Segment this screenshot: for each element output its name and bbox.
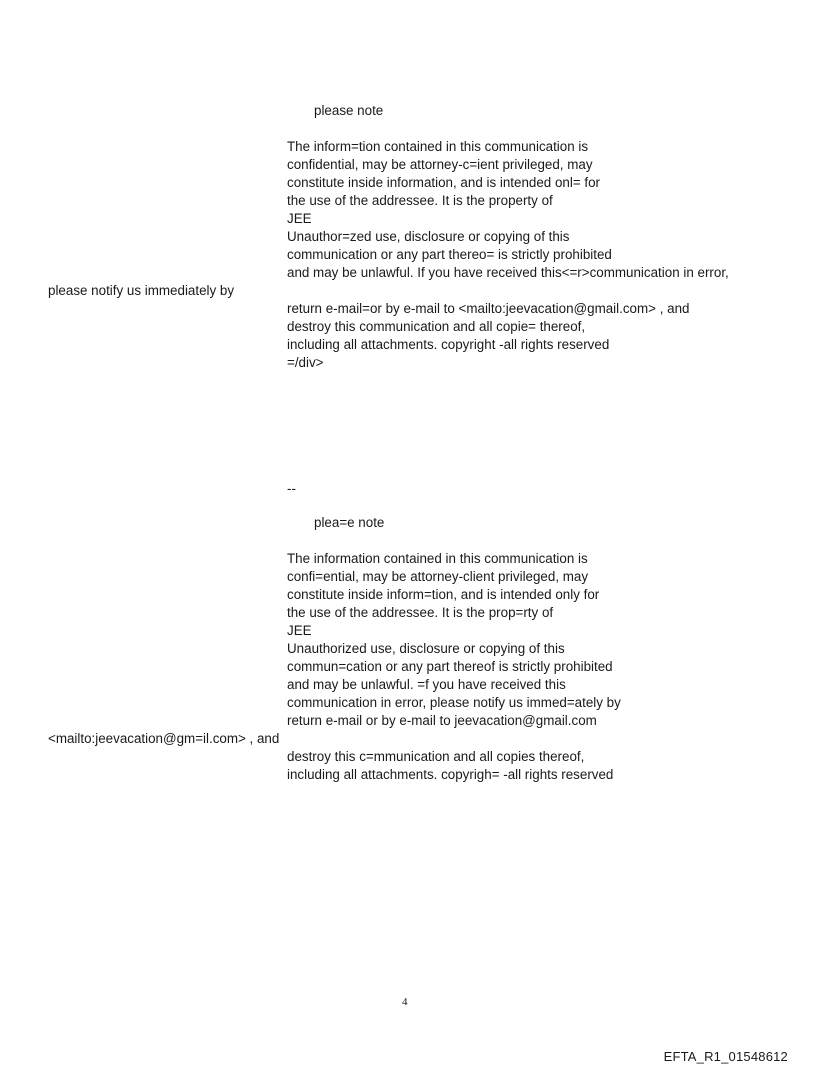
block2-line: constitute inside inform=tion, and is intended only for: [287, 587, 600, 602]
block2-line: the use of the addressee. It is the prop=rty of: [287, 605, 554, 620]
separator: --: [287, 481, 296, 496]
block1-line: Unauthor=zed use, disclosure or copying of this: [287, 229, 570, 244]
page-number: 4: [402, 996, 408, 1008]
block1-line: return e-mail=or by e-mail to <mailto:jeevacation@gmail.com> , and: [287, 301, 690, 316]
block2-line: communication in error, please notify us immed=ately by: [287, 695, 621, 710]
block1-line: and may be unlawful. If you have received this<=r>communication in error,: [287, 265, 729, 280]
block2-line: JEE: [287, 623, 312, 638]
block1-line: The inform=tion contained in this communication is: [287, 139, 589, 154]
block2-line: Unauthorized use, disclosure or copying of this: [287, 641, 565, 656]
block2-heading: plea=e note: [314, 515, 385, 530]
block2-line: return e-mail or by e-mail to jeevacation@gmail.com: [287, 713, 597, 728]
block1-line: the use of the addressee. It is the property of: [287, 193, 553, 208]
block2-line: confi=ential, may be attorney-client privileged, may: [287, 569, 589, 584]
block1-line: communication or any part thereo= is strictly prohibited: [287, 247, 612, 262]
block2-line: and may be unlawful. =f you have received this: [287, 677, 566, 692]
block2-line: The information contained in this communication is: [287, 551, 588, 566]
block2-line: including all attachments. copyrigh= -all rights reserved: [287, 767, 614, 782]
block1-outdent-line: please notify us immediately by: [48, 283, 235, 298]
block1-line: including all attachments. copyright -all rights reserved: [287, 337, 610, 352]
block1-line: JEE: [287, 211, 312, 226]
block1-line: constitute inside information, and is intended onl= for: [287, 175, 601, 190]
block2-outdent-line: <mailto:jeevacation@gm=il.com> , and: [48, 731, 280, 746]
block2-line: destroy this c=mmunication and all copies thereof,: [287, 749, 585, 764]
block1-heading: please note: [314, 103, 384, 118]
block1-line: destroy this communication and all copie= thereof,: [287, 319, 586, 334]
block1-line: confidential, may be attorney-c=ient privileged, may: [287, 157, 593, 172]
block1-line: =/div>: [287, 355, 324, 370]
block2-line: commun=cation or any part thereof is strictly prohibited: [287, 659, 613, 674]
document-id: EFTA_R1_01548612: [663, 1049, 788, 1064]
